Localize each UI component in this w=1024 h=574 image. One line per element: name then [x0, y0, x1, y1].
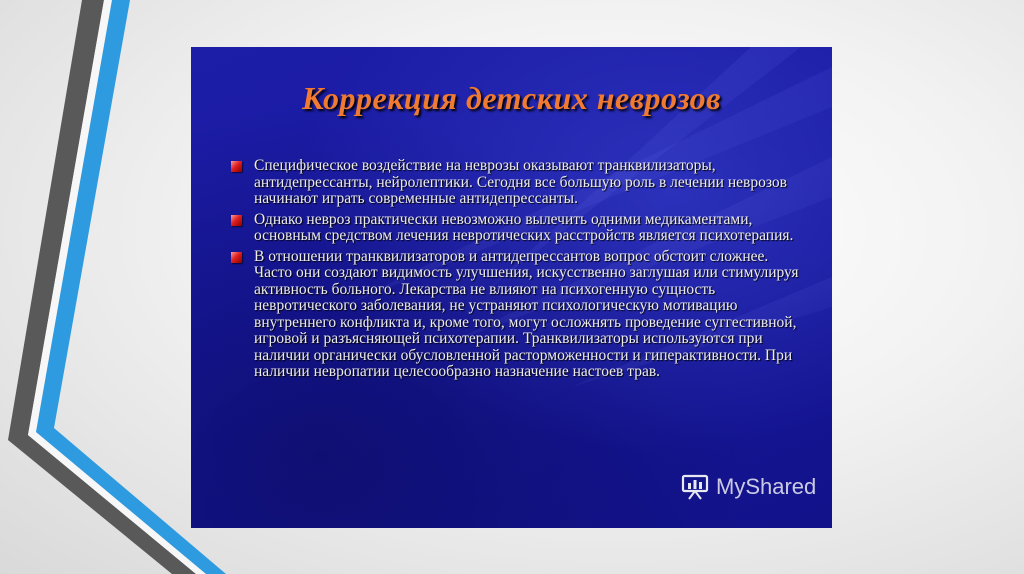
- bullet-text: Однако невроз практически невозможно вылечить одними медикаментами, основным средством лечения невротических расстройств является психотерапия.: [254, 210, 794, 244]
- bullet-square-icon: [231, 215, 242, 226]
- bullet-item: [229, 249, 809, 381]
- slide-title: Коррекция детских неврозов: [302, 80, 721, 116]
- bullet-item: [229, 212, 809, 245]
- bullet-list: [229, 158, 809, 385]
- bullet-square-icon: [231, 252, 242, 263]
- watermark: [680, 472, 816, 502]
- watermark-text: MyShared: [716, 474, 817, 499]
- slide: [191, 47, 832, 528]
- bullet-square-icon: [231, 161, 242, 172]
- presentation-board-icon: [680, 472, 710, 502]
- bullet-text: Специфическое воздействие на неврозы оказывают транквилизаторы, антидепрессанты, нейролептики. Сегодня все большую роль в лечении неврозов начинают играть современные антидепрессанты.: [254, 157, 787, 207]
- bullet-text: В отношении транквилизаторов и антидепрессантов вопрос обстоит сложнее. Часто они создают видимость улучшения, искусственно заглушая или стимулируя активность больного. Лекарства не влияют на психогенную сущность невротического заболевания, не устраняют психологическую мотивацию внутреннего конфликта и, кроме того, могут осложнять проведение суггестивной, игровой и разъясняющей психотерапии. Транквилизаторы используются при наличии органически обусловленной расторможенности и гиперактивности. При наличии невропатии целесообразно назначение настоев трав.: [254, 247, 799, 380]
- bullet-item: [229, 158, 809, 208]
